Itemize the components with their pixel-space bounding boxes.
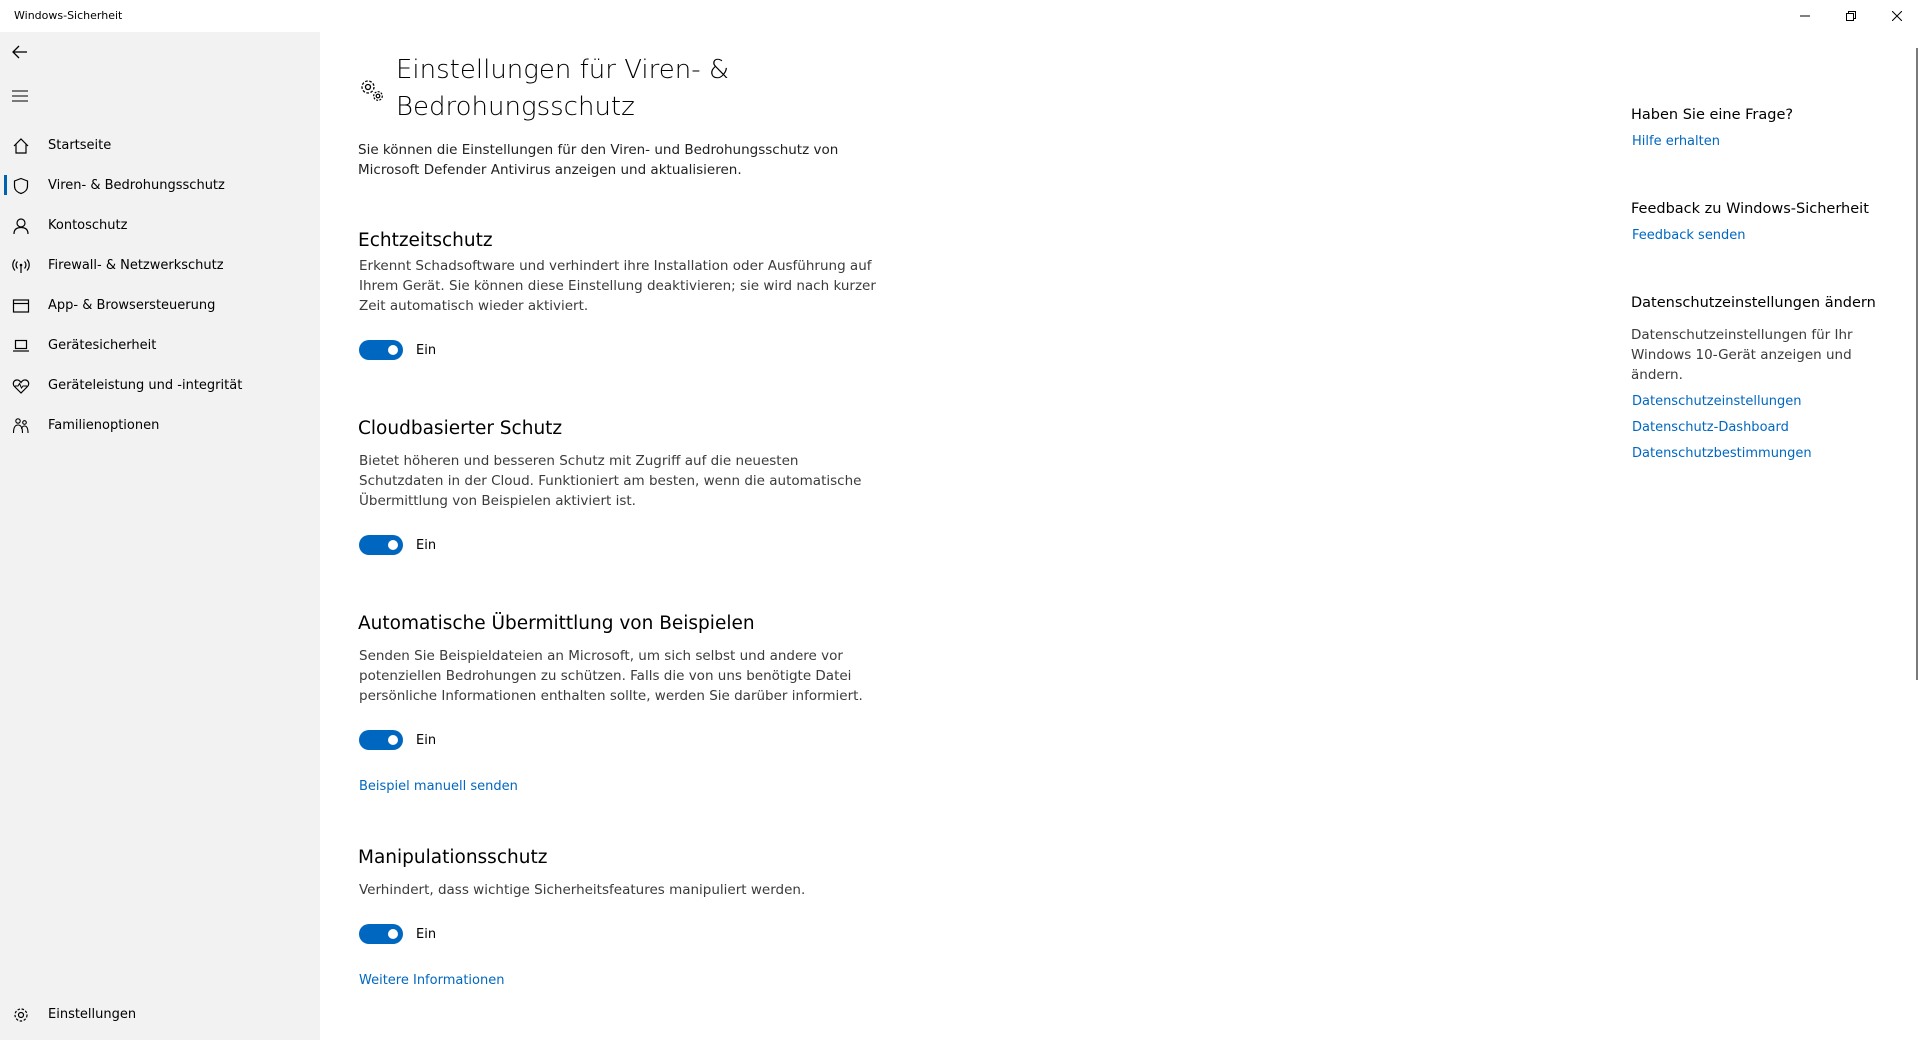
page-title: Einstellungen für Viren- & Bedrohungsschutz xyxy=(396,55,730,122)
toggle-state-label: Ein xyxy=(416,343,437,358)
restore-icon xyxy=(1846,11,1856,21)
get-help-link[interactable]: Hilfe erhalten xyxy=(1632,134,1720,149)
close-icon xyxy=(1892,11,1902,21)
hamburger-menu-button[interactable] xyxy=(8,84,32,108)
gear-icon xyxy=(12,1006,30,1024)
sidebar-item-einstellungen[interactable] xyxy=(0,994,320,1034)
privacy-heading: Datenschutzeinstellungen ändern xyxy=(1631,295,1876,311)
laptop-icon xyxy=(12,337,30,355)
sidebar-item-label: Einstellungen xyxy=(48,1006,137,1022)
sidebar-item-label: Kontoschutz xyxy=(48,217,128,233)
close-button[interactable] xyxy=(1874,0,1920,32)
minimize-icon xyxy=(1800,11,1810,21)
toggle-state-label: Ein xyxy=(416,538,437,553)
submit-sample-manually-link[interactable]: Beispiel manuell senden xyxy=(359,779,518,794)
sidebar-item-familienoptionen[interactable] xyxy=(0,405,320,445)
privacy-statement-link[interactable]: Datenschutzbestimmungen xyxy=(1632,446,1812,461)
toggle-knob xyxy=(388,540,398,550)
window-title: Windows-Sicherheit xyxy=(14,9,123,22)
wireless-icon xyxy=(12,257,30,275)
sample-submission-toggle[interactable] xyxy=(359,730,403,750)
sidebar-item-startseite[interactable] xyxy=(0,125,320,165)
sidebar-item-geraeteleistung[interactable] xyxy=(0,365,320,405)
help-heading: Haben Sie eine Frage? xyxy=(1631,107,1794,123)
vertical-scrollbar[interactable] xyxy=(1916,48,1918,680)
section-title-cloud: Cloudbasierter Schutz xyxy=(358,418,563,439)
section-description-realtime: Erkennt Schadsoftware und verhindert ihre Installation oder Ausführung auf Ihrem Gerät. Sie können diese Einstellung deaktivieren; sie wird nach kurzer Zeit automatisch wieder aktiviert. xyxy=(359,258,876,314)
sidebar-item-app-browser[interactable] xyxy=(0,285,320,325)
toggle-state-label: Ein xyxy=(416,927,437,942)
sidebar-item-label: Familienoptionen xyxy=(48,417,160,433)
sidebar-item-label: Gerätesicherheit xyxy=(48,337,157,353)
page-description: Sie können die Einstellungen für den Viren- und Bedrohungsschutz von Microsoft Defender Antivirus anzeigen und aktualisieren. xyxy=(358,142,839,178)
settings-gears-icon xyxy=(358,76,386,104)
toggle-knob xyxy=(388,929,398,939)
browser-window-icon xyxy=(12,297,30,315)
privacy-description: Datenschutzeinstellungen für Ihr Windows 10-Gerät anzeigen und ändern. xyxy=(1631,327,1853,383)
sidebar-item-label: App- & Browsersteuerung xyxy=(48,297,216,313)
back-arrow-icon xyxy=(12,45,28,59)
family-icon xyxy=(12,417,30,435)
realtime-protection-toggle[interactable] xyxy=(359,340,403,360)
section-title-tamper-protection: Manipulationsschutz xyxy=(358,847,548,868)
privacy-settings-link[interactable]: Datenschutzeinstellungen xyxy=(1632,394,1802,409)
tamper-protection-toggle[interactable] xyxy=(359,924,403,944)
selection-indicator xyxy=(4,175,7,195)
toggle-knob xyxy=(388,345,398,355)
section-description-tamper-protection: Verhindert, dass wichtige Sicherheitsfeatures manipuliert werden. xyxy=(359,882,806,898)
back-button[interactable] xyxy=(8,40,32,64)
feedback-heading: Feedback zu Windows-Sicherheit xyxy=(1631,201,1869,217)
privacy-dashboard-link[interactable]: Datenschutz-Dashboard xyxy=(1632,420,1789,435)
section-description-cloud: Bietet höheren und besseren Schutz mit Zugriff auf die neuesten Schutzdaten in der Cloud. Funktioniert am besten, wenn die automatische Übermittlung von Beispielen aktiviert ist. xyxy=(359,453,862,509)
section-title-realtime: Echtzeitschutz xyxy=(358,230,493,251)
sidebar xyxy=(0,32,320,1040)
home-icon xyxy=(12,137,30,155)
heart-pulse-icon xyxy=(12,377,30,395)
restore-button[interactable] xyxy=(1828,0,1874,32)
sidebar-item-geraetesicherheit[interactable] xyxy=(0,325,320,365)
hamburger-icon xyxy=(12,90,28,102)
main-content xyxy=(320,32,1920,1040)
sidebar-item-label: Firewall- & Netzwerkschutz xyxy=(48,257,224,273)
shield-icon xyxy=(12,177,30,195)
sidebar-item-kontoschutz[interactable] xyxy=(0,205,320,245)
person-icon xyxy=(12,217,30,235)
sidebar-item-label: Startseite xyxy=(48,137,112,153)
toggle-knob xyxy=(388,735,398,745)
toggle-state-label: Ein xyxy=(416,733,437,748)
section-title-sample-submission: Automatische Übermittlung von Beispielen xyxy=(358,613,755,634)
send-feedback-link[interactable]: Feedback senden xyxy=(1632,228,1746,243)
sidebar-item-label: Viren- & Bedrohungsschutz xyxy=(48,177,225,193)
minimize-button[interactable] xyxy=(1782,0,1828,32)
section-description-sample-submission: Senden Sie Beispieldateien an Microsoft, um sich selbst und andere vor potenziellen Bedrohungen zu schützen. Falls die von uns benötigte Datei persönliche Informationen enthalten sollte, werden Sie darüber informiert. xyxy=(359,648,863,704)
more-information-link[interactable]: Weitere Informationen xyxy=(359,973,505,988)
sidebar-item-firewall[interactable] xyxy=(0,245,320,285)
cloud-protection-toggle[interactable] xyxy=(359,535,403,555)
title-bar xyxy=(0,0,1920,32)
sidebar-item-label: Geräteleistung und -integrität xyxy=(48,377,243,393)
sidebar-item-virus-protection[interactable] xyxy=(0,165,320,205)
